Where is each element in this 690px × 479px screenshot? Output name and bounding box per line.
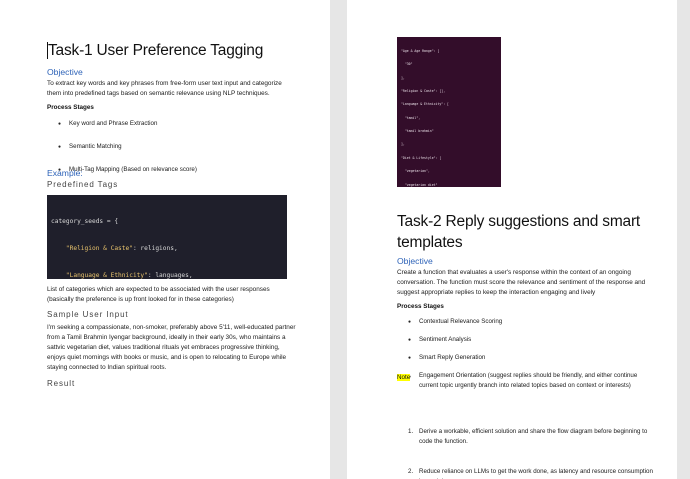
- task2-objective-text: Create a function that evaluates a user's response within the context of an ongoing conversation. The function must score the relevance and sentiment of the response and suggest appropriate replies to keep the interaction engaging and lively: [397, 269, 646, 296]
- json-line: "Age & Age Range": [: [401, 48, 440, 53]
- note-highlight: Note: [397, 374, 411, 381]
- task1-process-label: Process Stages: [47, 104, 94, 111]
- json-line: ],: [401, 75, 405, 80]
- document-page-right: [347, 0, 677, 479]
- task1-example-heading: Example:: [47, 168, 83, 178]
- json-line: "vegetarian",: [401, 169, 430, 174]
- task2-process-label: Process Stages: [397, 303, 444, 310]
- json-line: ],: [401, 142, 405, 147]
- json-line: "tamil brahmin": [401, 129, 434, 134]
- category-seeds-code-block: [47, 195, 287, 279]
- json-line: "Diet & Lifestyle": [: [401, 155, 442, 160]
- list-item: ● Key word and Phrase Extraction: [69, 120, 330, 127]
- task2-objective-heading: Objective: [397, 256, 433, 266]
- list-item: ● Sentiment Analysis: [419, 336, 677, 343]
- task2-title: Task-2 Reply suggestions and smart templates: [397, 213, 641, 251]
- result-json-image: [397, 37, 501, 187]
- task1-result-heading: Result: [47, 379, 76, 388]
- json-line: "Religion & Caste": [],: [401, 88, 446, 93]
- list-item: ● Semantic Matching: [69, 143, 330, 150]
- code-line: "Language & Ethnicity": languages,: [65, 272, 193, 279]
- task1-objective-text: To extract key words and key phrases from free-form user text input and categorize them into predefined tags based on semantic relevance using NLP techniques.: [47, 80, 282, 97]
- list-item: 2. Reduce reliance on LLMs to get the work done, as latency and resource consumption: [408, 468, 653, 475]
- task1-sample-heading: Sample User Input: [47, 310, 129, 319]
- task2-note-label: [397, 374, 410, 381]
- list-item: ● Engagement Orientation (suggest replies should be friendly, and either continue current topic urgently branch into related topics based on context or interests): [419, 371, 655, 391]
- task1-predefined-heading: Predefined Tags: [47, 180, 119, 189]
- list-item: ● Contextual Relevance Scoring: [419, 318, 677, 325]
- task1-title: Task-1 User Preference Tagging: [48, 42, 264, 59]
- task1-categories-text: List of categories which are expected to be associated with the user responses (basically the preference is up front looked for in these categories): [47, 286, 270, 303]
- list-item: ● Multi-Tag Mapping (Based on relevance score): [69, 166, 330, 173]
- json-line: "vegetarian diet": [401, 182, 438, 187]
- list-item: 1. Derive a workable, efficient solution and share the flow diagram before beginning to code the function.: [408, 428, 648, 445]
- code-line: category_seeds = {: [51, 218, 119, 225]
- code-line: "Religion & Caste": religions,: [65, 245, 178, 252]
- json-line: "tamil",: [401, 115, 421, 120]
- json-line: "30": [401, 62, 413, 67]
- task1-sample-text: I'm seeking a compassionate, non-smoker, preferably above 5'11, well-educated partner from a Tamil Brahmin Iyengar background, ideally in their early 30s, who maintains a sattvic vegetarian diet, values traditional rituals yet embraces progressive thinking, enjoys quiet mornings with books or music, and is open to relocating to Europe while staying connected to Indian spiritual roots.: [47, 324, 296, 371]
- list-item: ● Smart Reply Generation: [419, 354, 677, 361]
- json-line: "Language & Ethnicity": [: [401, 102, 449, 107]
- task1-objective-heading: Objective: [47, 67, 83, 77]
- document-page-left: [0, 0, 330, 479]
